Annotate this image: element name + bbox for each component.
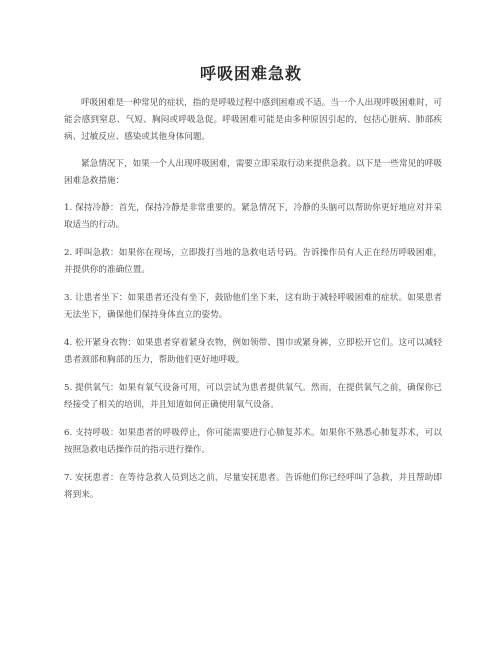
step-item: 3. 让患者坐下：如果患者还没有坐下，鼓励他们坐下来，这有助于减轻呼吸困难的症状。如果患者无法坐下，确保他们保持身体直立的姿势。: [64, 293, 442, 320]
step-item: 4. 松开紧身衣物：如果患者穿着紧身衣物，例如领带、围巾或紧身裤，立即松开它们。这可以减轻患者颈部和胸部的压力，帮助他们更好地呼吸。: [64, 338, 442, 365]
step-item: 1. 保持冷静：首先，保持冷静是非常重要的。紧急情况下，冷静的头脑可以帮助你更好地应对并采取适当的行动。: [64, 203, 442, 230]
document-title: 呼吸困难急救: [199, 64, 302, 83]
step-item: 7. 安抚患者：在等待急救人员到达之前，尽量安抚患者。告诉他们你已经呼叫了急救，并且帮助即将到来。: [64, 473, 442, 500]
document-body: [64, 95, 442, 515]
intro-paragraph: 紧急情况下，如果一个人出现呼吸困难，需要立即采取行动来提供急救。以下是一些常见的呼吸困难急救措施：: [64, 159, 442, 186]
step-item: 2. 呼叫急救：如果你在现场，立即拨打当地的急救电话号码。告诉操作员有人正在经历呼吸困难，并提供你的准确位置。: [64, 248, 442, 275]
step-item: 5. 提供氧气：如果有氧气设备可用，可以尝试为患者提供氧气。然而，在提供氧气之前，确保你已经接受了相关的培训，并且知道如何正确使用氧气设备。: [64, 383, 442, 410]
intro-paragraph: 呼吸困难是一种常见的症状，指的是呼吸过程中感到困难或不适。当一个人出现呼吸困难时，可能会感到窒息、气短、胸闷或呼吸急促。呼吸困难可能是由多种原因引起的，包括心脏病、肺部疾病、过敏反应、感染或其他身体问题。: [64, 98, 442, 142]
step-item: 6. 支持呼吸：如果患者的呼吸停止，你可能需要进行心肺复苏术。如果你不熟悉心肺复苏术，可以按照急救电话操作员的指示进行操作。: [64, 428, 442, 455]
